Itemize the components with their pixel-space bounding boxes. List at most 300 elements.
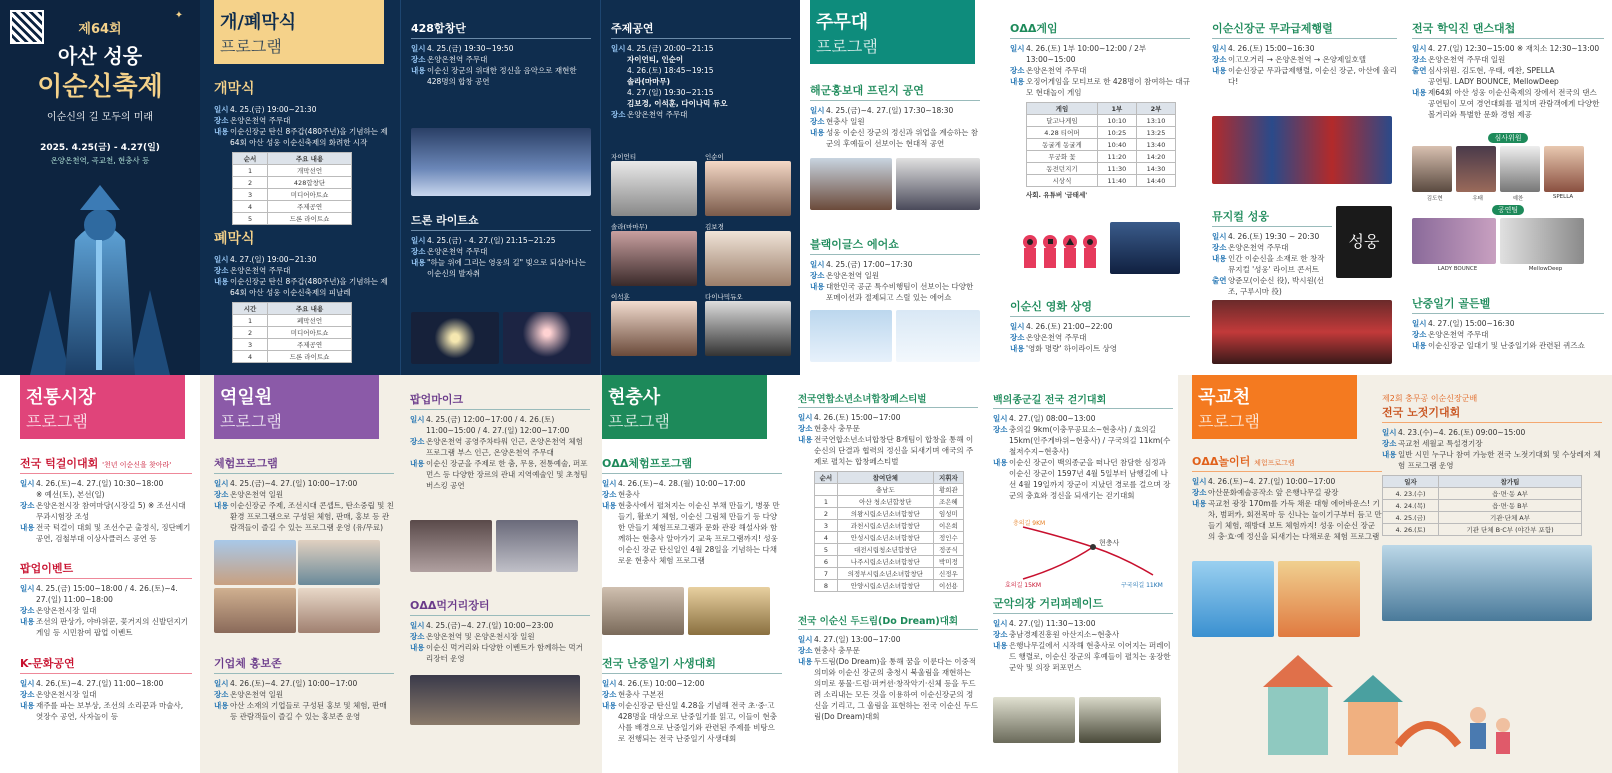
artist-name: 인순이 — [705, 153, 724, 161]
station-t2: 기업체 홍보존 — [214, 655, 394, 674]
label: 내용 — [810, 128, 825, 137]
black-eagles-title: 블랙이글스 에어쇼 — [810, 236, 980, 255]
gokgyo-t0: 전국 노젓기대회 — [1382, 404, 1602, 423]
label: 장소 — [1010, 66, 1025, 75]
td: 동전던지기 — [1027, 163, 1098, 175]
artist-name: 자이언티 — [611, 153, 637, 161]
header-subtitle: 프로그램 — [608, 412, 670, 431]
ox-game-mc: 사회. 유튜버 '금태세' — [1026, 191, 1088, 199]
martial-musical-panel — [1212, 0, 1402, 375]
td: 14:40 — [1136, 175, 1175, 187]
header-title: 곡교천 — [1198, 387, 1251, 408]
td: 박미정 — [933, 556, 963, 568]
martial-desc: 이순신장군 무과급제행렬, 이순신 장군, 아산에 울리다! — [1228, 66, 1397, 86]
td: 시상식 — [1027, 175, 1098, 187]
label: 출연 — [1212, 276, 1227, 285]
gokgyo-t1-desc: 곡교천 광장 170m를 가득 채운 대형 에어바운스! 기차, 범퍼카, 회전목마 등 신나는 놀이기구부터 듬고 만들기 체험, 해방대 보트 체험까지! 성웅 이순신 장군의 충·효·예 정신을 되새기는 다채로운 체험 프로그램 — [1208, 499, 1382, 541]
judge-photo — [1412, 146, 1452, 192]
th: 2부 — [1136, 103, 1175, 115]
label: 내용 — [798, 435, 813, 444]
dance-desc: 제64회 아산 성웅 이순신축제의 장에서 전국의 댄스 공연팀이 모여 경연대회를 펼치며 관람객에게 다양한 볼거리와 특별한 문화 경험 제공 — [1428, 88, 1600, 119]
td: 6 — [815, 556, 838, 568]
td: 충남도 — [837, 484, 933, 496]
hyun-t2-place: 현충사 구본전 — [618, 690, 664, 699]
musical-date: 4. 26.(토) 19:30 ~ 20:30 — [1228, 232, 1320, 241]
td: 13:25 — [1136, 127, 1175, 139]
parade-date: 4. 27.(일) 11:30~13:00 — [1009, 619, 1096, 628]
experience-photo — [214, 588, 296, 633]
station-t4: OΔΔ먹거리장터 — [410, 597, 590, 616]
drone-photo-1 — [411, 312, 499, 364]
label: 장소 — [1212, 243, 1227, 252]
judge-photo — [1544, 146, 1584, 192]
opening-title: 개막식 — [214, 81, 255, 97]
parade-desc: 은행나무길에서 시작해 현충사로 이어지는 퍼레이드 행렬로, 이순신 장군의 후예들이 펼치는 웅장한 군악 및 의장 퍼포먼스 — [1009, 641, 1171, 672]
food-market-photo — [410, 675, 580, 725]
header-subtitle: 프로그램 — [816, 37, 878, 56]
team-tag: 공연팀 — [1492, 205, 1524, 215]
martial-title: 이순신장군 무과급제행렬 — [1212, 20, 1397, 39]
td: 기관 단체 B·C부 (야간부 포함) — [1439, 524, 1582, 536]
label: 내용 — [1212, 254, 1227, 263]
header-subtitle: 프로그램 — [220, 37, 282, 56]
td: 4 — [233, 351, 268, 363]
judge-names — [1412, 194, 1588, 202]
dance-date: 4. 27.(일) 12:30~15:00 ※ 재치소 12:30~13:00 — [1428, 44, 1600, 53]
market-t1-desc: 전국 턱걸이 대회 및 조선수군 출정식, 징단베기 공연, 검철부대 이상사클러스 공연 등 — [36, 523, 191, 543]
musical-place: 온양온천역 주무대 — [1228, 243, 1289, 252]
drone-date: 4. 25.(금) - 4. 27.(일) 21:15~21:25 — [427, 236, 556, 245]
martial-place: 이고오거리 → 온양온천역 → 온양제일호텔 — [1228, 55, 1367, 64]
closing-title: 폐막식 — [214, 231, 255, 247]
td: 신정우 — [933, 568, 963, 580]
map-label: 구국의길 11KM — [1121, 582, 1163, 589]
walk-date: 4. 27.(일) 08:00~13:00 — [1009, 414, 1096, 423]
label: 내용 — [993, 458, 1008, 467]
label: 일시 — [410, 415, 425, 424]
th: 주요 내용 — [268, 153, 352, 165]
judge-name: 김도현 — [1426, 196, 1443, 202]
ox-game-title: OΔΔ게임 — [1010, 20, 1190, 39]
dance-title: 전국 학익진 댄스대첩 — [1412, 20, 1604, 39]
label: 장소 — [411, 55, 426, 64]
theme-line: 4. 27.(일) 19:30~21:15 — [627, 88, 714, 97]
label: 장소 — [810, 117, 825, 126]
opening-date: 4. 25.(금) 19:00~21:30 — [230, 105, 317, 114]
ox-game-table — [1026, 102, 1176, 187]
td: 정공식 — [933, 544, 963, 556]
td: 1 — [233, 165, 268, 177]
label: 일시 — [20, 584, 35, 593]
td: 8 — [815, 580, 838, 592]
label: 일시 — [1412, 319, 1427, 328]
opening-desc: 이순신장군 탄신 8주갑(480주년)을 기념하는 제64회 아산 성웅 이순신축제의 화려한 시작 — [230, 127, 388, 147]
label: 출연 — [1412, 66, 1427, 75]
label: 일시 — [20, 679, 35, 688]
td: 3 — [233, 339, 268, 351]
station-t2-desc: 아산 소재의 기업들로 구성된 홍보 및 체험, 판매 등 관람객들이 즐길 수 있는 홍보존 운영 — [230, 701, 387, 721]
artist-name: 솔라(마마무) — [611, 223, 648, 231]
label: 장소 — [214, 690, 229, 699]
td: 4 — [815, 532, 838, 544]
label: 일시 — [1212, 232, 1227, 241]
label: 장소 — [214, 266, 229, 275]
label: 내용 — [1010, 344, 1025, 353]
label: 내용 — [798, 657, 813, 666]
td: 미디어아트쇼 — [268, 189, 352, 201]
artist-photo — [705, 161, 791, 216]
td: 4. 26.(토) — [1383, 524, 1439, 536]
parade-photo — [1079, 697, 1161, 743]
market-t1-date: 4. 26.(토)~4. 27.(일) 10:30~18:00 — [36, 479, 164, 488]
hyun-t1-place: 현충사 — [618, 490, 640, 499]
td — [815, 484, 838, 496]
dream-date: 4. 27.(일) 13:00~17:00 — [814, 635, 901, 644]
choir-title: 428합창단 — [411, 20, 591, 39]
td: 주제공연 — [268, 339, 352, 351]
th: 순서 — [233, 153, 268, 165]
station-t1-place: 온양온천역 일원 — [230, 490, 284, 499]
td: 4.28 티어머 — [1027, 127, 1098, 139]
gokgyo-t1-place: 아산문화예술공작소 앞 은행나무길 광장 — [1208, 488, 1339, 497]
label: 일시 — [411, 236, 426, 245]
dream-place: 현충사 충무문 — [814, 646, 860, 655]
label: 내용 — [1010, 77, 1025, 86]
label: 일시 — [214, 255, 229, 264]
td: 3 — [815, 520, 838, 532]
th: 참가팀 — [1439, 476, 1582, 488]
label: 장소 — [214, 490, 229, 499]
market-t2-desc: 조선의 판상가, 야바위꾼, 꽃거지의 신발던지기 게임 등 시민참여 팝업 이벤트 — [36, 617, 188, 637]
th: 일자 — [1383, 476, 1439, 488]
market-t1: 전국 턱걸이대회 — [20, 457, 99, 470]
movie-title: 이순신 영화 상영 — [1010, 298, 1190, 317]
td: 1 — [815, 496, 838, 508]
dream-title: 전국 이순신 두드림(Do Dream)대회 — [798, 613, 978, 630]
theme-line: 김보경, 이석훈, 다이나믹 듀오 — [627, 99, 728, 108]
hyun-photo — [602, 587, 684, 635]
td: 동굴게 동굴게 — [1027, 139, 1098, 151]
label: 내용 — [214, 701, 229, 710]
parade-photo — [1212, 116, 1392, 184]
td: 주제공연 — [268, 201, 352, 213]
label: 내용 — [602, 501, 617, 510]
ox-game-panel — [1010, 0, 1200, 375]
td: 과천시립소년소녀합창단 — [837, 520, 933, 532]
station-t2-date: 4. 26.(토)~4. 27.(일) 10:00~17:00 — [230, 679, 358, 688]
td: 황희관 — [933, 484, 963, 496]
navy-band-photo-1 — [810, 158, 892, 210]
th: 시간 — [233, 303, 268, 315]
choir-festival-panel — [798, 375, 983, 773]
navy-band-photo-2 — [896, 158, 980, 210]
label: 내용 — [993, 641, 1008, 650]
market-t1-note: ※ 예선(토), 본선(일) — [36, 490, 105, 499]
walk-desc: 이순신 장군이 백의종군을 떠나던 참담한 심정과 이순신 장군이 1597년 4월 5일부터 남행길에 나선 4월 19일까지 장군이 지났던 경로를 걸으며 장군의 충효와 정신을 되새기는 걷기대회 — [1009, 458, 1171, 500]
choir2-table — [814, 471, 964, 592]
choir-drone-panel — [400, 0, 600, 375]
td: 428합창단 — [268, 177, 352, 189]
map-label: 효의길 15KM — [1005, 582, 1042, 589]
label: 내용 — [20, 523, 35, 532]
station-t3-desc: 이순신 장군을 주제로 한 춤, 무용, 전통예술, 퍼포먼스 등 다양한 장르의 관내 지역예술인 및 초청팀 버스킹 공연 — [426, 459, 588, 490]
label: 장소 — [410, 632, 425, 641]
busking-photo — [410, 520, 492, 572]
gokgyo-panel — [1178, 375, 1612, 773]
team-names — [1412, 266, 1588, 272]
label: 일시 — [611, 44, 626, 53]
navy-band-date: 4. 25.(금)~4. 27.(일) 17:30~18:30 — [826, 106, 954, 115]
td: 14:30 — [1136, 163, 1175, 175]
station-t3: 팝업마이크 — [410, 391, 590, 410]
rowing-table — [1382, 475, 1582, 536]
label: 일시 — [214, 479, 229, 488]
parade-photo — [993, 697, 1075, 743]
opening-place: 온양온천역 주무대 — [230, 116, 291, 125]
label: 장소 — [798, 424, 813, 433]
header-subtitle: 프로그램 — [1198, 412, 1260, 431]
label: 장소 — [1212, 55, 1227, 64]
td: 4. 24.(목) — [1383, 500, 1439, 512]
label: 장소 — [214, 116, 229, 125]
musical-desc: 인간 이순신을 소재로 한 창작 뮤지컬 '성웅' 라이브 콘서트 — [1228, 254, 1325, 274]
walk-route-map — [1003, 517, 1163, 589]
parade-place: 충남경제진흥원 아산지소~현충사 — [1009, 630, 1120, 639]
td: 대전시립청소년합창단 — [837, 544, 933, 556]
td: 4. 25.(금) — [1383, 512, 1439, 524]
black-eagles-desc: 대한민국 공군 특수비행팀이 선보이는 다양한 포메이션과 절제되고 스릴 있는 에어쇼 — [826, 282, 974, 302]
hyun-photo — [688, 587, 770, 635]
golden-bell-desc: 이순신장군 일대기 및 난중일기와 관련된 퀴즈쇼 — [1428, 341, 1585, 350]
choir-photo — [411, 128, 591, 196]
td: 13:10 — [1136, 115, 1175, 127]
parade-title: 군악의장 거리퍼레이드 — [993, 595, 1173, 614]
td: 정인수 — [933, 532, 963, 544]
station-t4-desc: 이순신 먹거리와 다양한 이벤트가 함께하는 먹거리장터 운영 — [426, 643, 583, 663]
td: 달고나게임 — [1027, 115, 1098, 127]
black-eagles-place: 온양온천역 일원 — [826, 271, 880, 280]
movie-place: 온양온천역 주무대 — [1026, 333, 1087, 342]
dance-panel — [1412, 0, 1612, 375]
td: 안성시립소년소녀합창단 — [837, 532, 933, 544]
label: 내용 — [1412, 341, 1427, 350]
label: 내용 — [1212, 66, 1227, 75]
hyunchungsa-panel — [602, 375, 790, 773]
gokgyo-t1-date: 4. 26.(토)~4. 27.(일) 10:00~17:00 — [1208, 477, 1336, 486]
theme-panel — [600, 0, 800, 375]
walk-panel — [993, 375, 1178, 773]
team-photo — [1500, 218, 1584, 264]
hyun-t2-date: 4. 26.(토) 10:00~12:00 — [618, 679, 705, 688]
map-label: 현충사 — [1099, 539, 1120, 547]
station-t1-desc: 이순신장군 주제, 조선시대 콘셉트, 탄소중립 및 친환경 프로그램으로 구성된 체험, 판매, 홍보 등 관람객들이 즐길 수 있는 프로그램 운영 (유/무료) — [230, 501, 394, 532]
td: 5 — [815, 544, 838, 556]
gokgyo-t1: OΔΔ놀이터 — [1192, 455, 1251, 468]
theme-line: 솔라(마마무) — [627, 77, 671, 86]
walk-place: 충의길 9km(이충무공묘소~현충사) / 효의길 15km(인주게바위~현충사) / 구국의길 11km(수철저수지~현충사) — [1009, 425, 1171, 456]
artist-name: 다이나믹듀오 — [705, 293, 743, 301]
cover-subtitle: 이순신의 길 모두의 미래 — [46, 112, 154, 123]
playground-photo — [1278, 561, 1360, 637]
label: 일시 — [602, 479, 617, 488]
airshow-photo-1 — [810, 310, 892, 362]
hyun-t2: 전국 난중일기 사생대회 — [602, 655, 782, 674]
station-t1-date: 4. 25.(금)~4. 27.(일) 10:00~17:00 — [230, 479, 358, 488]
judge-photo — [1500, 146, 1540, 192]
judge-name: 예찬 — [1512, 196, 1524, 202]
musical-title: 뮤지컬 성웅 — [1212, 208, 1332, 227]
golden-bell-date: 4. 27.(일) 15:00~16:30 — [1428, 319, 1515, 328]
label: 장소 — [602, 490, 617, 499]
label: 내용 — [1382, 450, 1397, 459]
judges-tag: 심사위원 — [1488, 133, 1527, 143]
td: 읍·면·동 B부 — [1439, 500, 1582, 512]
choir2-title: 전국연합소년소녀합창페스티벌 — [798, 391, 978, 408]
th: 지휘자 — [933, 472, 963, 484]
td: 드론 라이트쇼 — [268, 351, 352, 363]
label: 장소 — [602, 690, 617, 699]
td: 기관·단체 A부 — [1439, 512, 1582, 524]
header-title: 주무대 — [816, 12, 869, 33]
label: 일시 — [810, 106, 825, 115]
label: 내용 — [602, 701, 617, 710]
black-eagles-date: 4. 25.(금) 17:00~17:30 — [826, 260, 913, 269]
label: 일시 — [410, 621, 425, 630]
td: 4. 23.(수) — [1383, 488, 1439, 500]
opening-closing-panel — [200, 0, 400, 375]
label: 내용 — [1412, 88, 1427, 97]
main-stage-panel — [800, 0, 988, 375]
label: 일시 — [214, 679, 229, 688]
td: 10:10 — [1097, 115, 1136, 127]
label: 장소 — [410, 437, 425, 446]
hyun-t2-desc: 이순신장군 탄신일 4.28을 기념해 전국 초·중·고 428명을 대상으로 난중일기를 읽고, 이들이 현충사를 배경으로 난중일기와 관련된 주제를 비탕으로 전행되는 전국 난중일기 사생대회 — [618, 701, 778, 743]
td: 조은혜 — [933, 496, 963, 508]
choir-desc: 이순신 장군의 위대한 정신을 음악으로 재현한 428명의 합창 공연 — [427, 66, 577, 86]
musical-poster — [1336, 206, 1392, 278]
td: 개막선언 — [268, 165, 352, 177]
td: 2 — [233, 177, 268, 189]
td: 14:20 — [1136, 151, 1175, 163]
th: 순서 — [815, 472, 838, 484]
section-header — [214, 375, 379, 439]
td: 10:40 — [1097, 139, 1136, 151]
td: 11:40 — [1097, 175, 1136, 187]
judge-name: SPELLA — [1552, 194, 1574, 200]
dance-place: 온양온천역 주무대 일원 — [1428, 55, 1506, 64]
market-t3-date: 4. 26.(토)~4. 27.(일) 11:00~18:00 — [36, 679, 164, 688]
station-t1: 체험프로그램 — [214, 455, 394, 474]
label: 내용 — [20, 701, 35, 710]
label: 장소 — [1412, 330, 1427, 339]
label: 장소 — [1382, 439, 1397, 448]
artist-name: 김보경 — [705, 223, 724, 231]
opening-table — [232, 152, 352, 225]
td: 4 — [233, 201, 268, 213]
cover-panel — [0, 0, 200, 375]
team-photo — [1412, 218, 1496, 264]
artist-photo — [611, 301, 697, 356]
section-header — [1192, 375, 1357, 439]
label: 일시 — [411, 44, 426, 53]
td: 이은희 — [933, 520, 963, 532]
dance-guest: 심사위원. 김도현, 우태, 예찬, SPELLA — [1428, 66, 1555, 75]
label: 내용 — [411, 66, 426, 75]
choir-date: 4. 25.(금) 19:30~19:50 — [427, 44, 514, 53]
label: 장소 — [611, 110, 626, 119]
label: 일시 — [993, 619, 1008, 628]
theme-date: 4. 25.(금) 20:00~21:15 — [627, 44, 714, 53]
th: 주요 내용 — [268, 303, 352, 315]
artist-photo — [705, 301, 791, 356]
label: 일시 — [20, 479, 35, 488]
musical-stage-photo — [1212, 300, 1392, 364]
label: 일시 — [602, 679, 617, 688]
judge-photo — [1456, 146, 1496, 192]
header-title: 전통시장 — [26, 387, 96, 408]
edition: 제64회 — [78, 22, 122, 37]
bumper-boat-photo — [1192, 561, 1274, 637]
td: 1 — [233, 315, 268, 327]
closing-table — [232, 302, 352, 363]
market-t2-date: 4. 25.(금) 15:00~18:00 / 4. 26.(토)~4. 27.(일) 11:00~18:00 — [36, 584, 178, 604]
rowing-photo — [1382, 545, 1592, 621]
artist-photo — [611, 161, 697, 216]
busking-photo — [496, 520, 578, 572]
gokgyo-t0-desc: 일반 시민 누구나 참여 가능한 전국 노젓기대회 및 수상레저 체험 프로그램 운영 — [1398, 450, 1601, 470]
statue-illustration — [10, 170, 190, 375]
td: 임성미 — [933, 508, 963, 520]
label: 일시 — [798, 413, 813, 422]
artist-name: 이석훈 — [611, 293, 630, 301]
label: 내용 — [20, 617, 35, 626]
map-label: 충의길 9KM — [1013, 520, 1046, 527]
theme-place: 온양온천역 주무대 — [627, 110, 688, 119]
td: 폐막선언 — [268, 315, 352, 327]
th: 1부 — [1097, 103, 1136, 115]
header-subtitle: 프로그램 — [220, 412, 282, 431]
header-subtitle: 프로그램 — [26, 412, 88, 431]
label: 장소 — [810, 271, 825, 280]
label: 장소 — [993, 630, 1008, 639]
label: 내용 — [410, 459, 425, 468]
golden-bell-place: 온양온천역 주무대 — [1428, 330, 1489, 339]
label: 내용 — [214, 277, 229, 286]
td: 10:25 — [1097, 127, 1136, 139]
airshow-photo-2 — [896, 310, 980, 362]
header-title: 역일원 — [220, 387, 273, 408]
td: 읍·면·동 A부 — [1439, 488, 1582, 500]
hyun-t1-desc: 현충사에서 펼쳐지는 이순신 부채 만들기, 병풍 만들기, 활쏘기 체험, 이순신 그림체 만들기 등 다양한 만들기 체험프로그램과 문화 관광 해설사와 함께하는 현충사 알아가기 교육 프로그램까지! 성웅 이순신 장군 탄신일인 4월 28일을 기념하는 다채로운 현충사 체험 프로그램 — [618, 501, 780, 565]
label: 일시 — [1382, 428, 1397, 437]
td: 의정부시립소년소녀합창단 — [837, 568, 933, 580]
section-header — [214, 0, 384, 64]
label: 장소 — [1192, 488, 1207, 497]
festival-logo: ✦ — [174, 10, 184, 21]
cover-title-1: 아산 성웅 — [57, 44, 143, 68]
th: 게임 — [1027, 103, 1098, 115]
drone-place: 온양온천역 주무대 — [427, 247, 488, 256]
closing-desc: 이순신장군 탄신 8주갑(480주년)을 기념하는 제64회 아산 성웅 이순신축제의 피날레 — [230, 277, 388, 297]
dance-perf: 공연팀. LADY BOUNCE, MellowDeep — [1428, 77, 1559, 86]
market-t1-sub: '천년 이순신을 찾아라' — [102, 461, 172, 469]
gokgyo-t0-date: 4. 23.(수)~4. 26.(토) 09:00~15:00 — [1398, 428, 1526, 437]
td: 안양시립소년소녀합창단 — [837, 580, 933, 592]
td: 아산 청소년합창단 — [837, 496, 933, 508]
hyun-t1-date: 4. 26.(토)~4. 28.(월) 10:00~17:00 — [618, 479, 746, 488]
label: 장소 — [411, 247, 426, 256]
dream-desc: 두드림(Do Dream)을 통해 꿈을 이룬다는 이중적 의미와 이순신 장군의 충청시 북울림을 재현하는 의미로 풍물·드럼·퍼커션·창작악기·신체 등을 두드려 소리내는 모든 것을 이용하여 이순신장군의 정신을 기리고, 그 울림을 표현하는 전국 이순신 두드림(Do Dream)대회 — [814, 657, 978, 721]
